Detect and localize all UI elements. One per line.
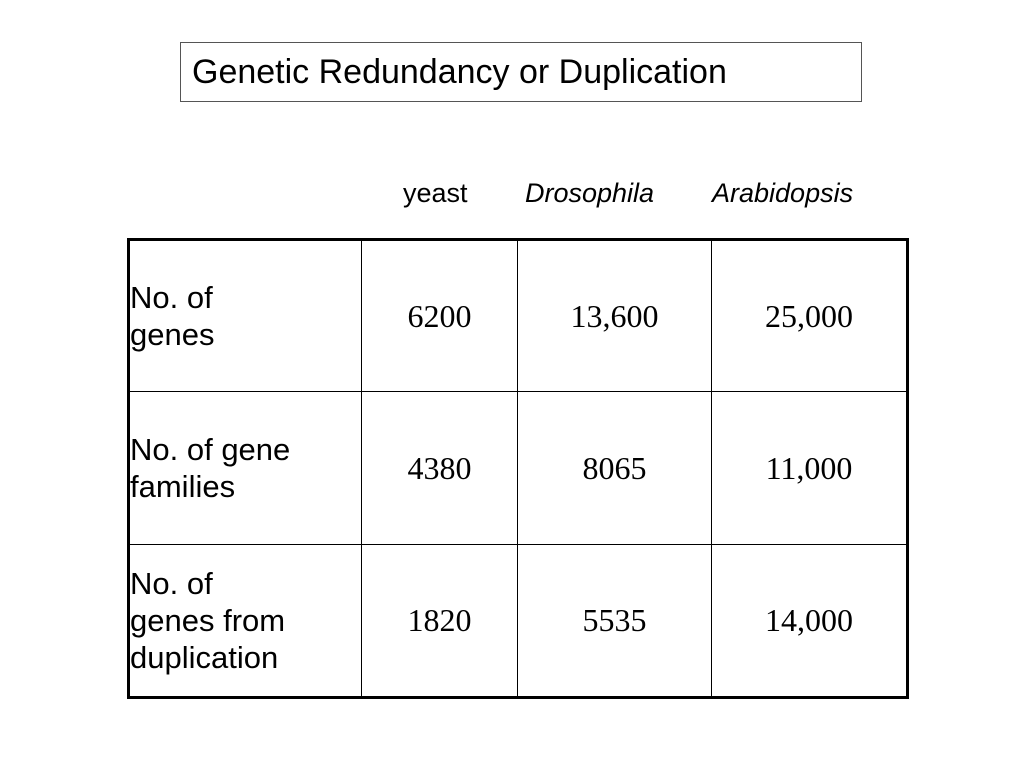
row-label-number-of-genes: [129, 240, 362, 392]
cell-yeast-gene-families: 4380: [362, 392, 518, 545]
row-label-line: genes from: [130, 602, 286, 638]
cell-arabidopsis-gene-families: 11,000: [712, 392, 908, 545]
gene-data-table: [127, 238, 909, 699]
row-label-number-of-gene-families: [129, 392, 362, 545]
row-label-line: No. of gene: [130, 431, 291, 467]
row-label-line: No. of: [130, 565, 213, 601]
row-label-line: genes: [130, 317, 215, 352]
table-row: [129, 545, 908, 698]
row-label-line: No. of: [130, 279, 213, 315]
cell-yeast-genes: 6200: [362, 240, 518, 392]
row-label-line: duplication: [130, 640, 279, 676]
cell-yeast-duplication: 1820: [362, 545, 518, 698]
row-label-line: families: [130, 469, 236, 504]
table-row: [129, 240, 908, 392]
cell-drosophila-genes: 13,600: [518, 240, 712, 392]
column-header-drosophila: Drosophila: [525, 178, 655, 208]
slide-title: Genetic Redundancy or Duplication: [192, 53, 727, 91]
row-label-genes-from-duplication: [129, 545, 362, 698]
column-header-arabidopsis: Arabidopsis: [712, 178, 854, 208]
table-row: [129, 392, 908, 545]
cell-drosophila-gene-families: 8065: [518, 392, 712, 545]
column-header-yeast: yeast: [403, 178, 468, 208]
cell-arabidopsis-duplication: 14,000: [712, 545, 908, 698]
cell-arabidopsis-genes: 25,000: [712, 240, 908, 392]
slide-title-box: [180, 42, 862, 102]
cell-drosophila-duplication: 5535: [518, 545, 712, 698]
